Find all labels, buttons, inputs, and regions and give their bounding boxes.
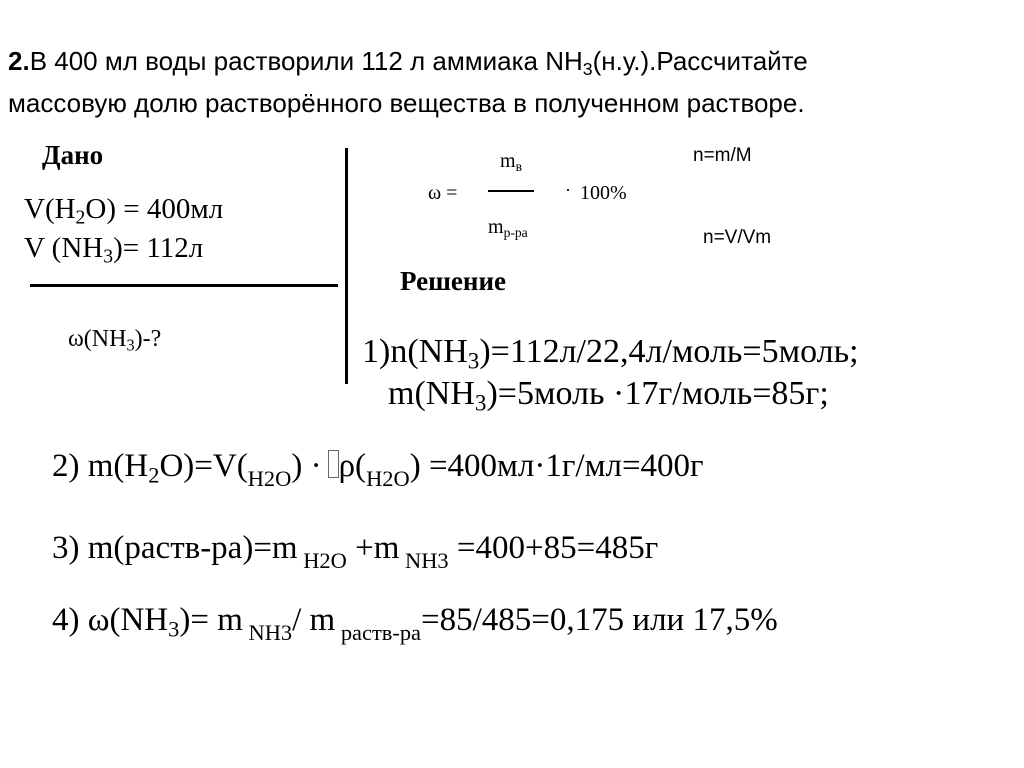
problem-line-1 — [8, 40, 808, 82]
step2-c: ) · — [291, 448, 322, 484]
problem-line-2: массовую долю растворённого вещества в полученном растворе. — [8, 88, 805, 118]
step-3-solution-mass — [52, 530, 659, 574]
step4-a: 4) ω(NH — [52, 602, 169, 638]
step3-b: +m — [346, 530, 400, 566]
step2-d: ρ( — [338, 448, 367, 484]
formula-denominator — [488, 216, 528, 239]
vertical-divider — [345, 148, 348, 384]
step-1-moles — [362, 333, 859, 375]
formula-hundred: 100% — [580, 182, 627, 204]
step3-sub2: NH3 — [399, 548, 449, 574]
formula-num-a: m — [500, 150, 516, 172]
step-4-mass-fraction — [52, 602, 778, 646]
formula-n-mass: n=m/M — [693, 145, 752, 166]
given-2-b: )= 112л — [113, 232, 204, 264]
step1a-a: 1)n(NH — [362, 333, 468, 370]
step1b-a: m(NH — [388, 375, 475, 412]
step4-sub1: 3 — [168, 616, 180, 642]
step4-c: / m — [292, 602, 336, 638]
given-2-a: V (NH — [24, 232, 104, 264]
formula-numerator — [500, 150, 522, 173]
problem-number: 2. — [8, 46, 30, 76]
given-1-b: O) = 400мл — [85, 193, 224, 225]
step4-d: =85/485=0,175 или 17,5% — [421, 602, 778, 638]
step2-b: O)=V( — [159, 448, 248, 484]
given-1-a: V(H — [24, 193, 76, 225]
formula-den-a: m — [488, 216, 504, 238]
problem-text-1b: (н.у.).Рассчитайте — [592, 46, 808, 76]
fraction-bar — [488, 190, 534, 192]
find-sub: 3 — [126, 335, 135, 355]
step3-sub1: H2O — [297, 548, 347, 574]
step4-sub2: NH3 — [242, 620, 293, 646]
step2-e: ) =400мл·1г/мл=400г — [409, 448, 704, 484]
given-divider — [30, 284, 338, 287]
step2-sub3: H2O — [366, 466, 410, 492]
formula-n-volume: n=V/Vm — [703, 227, 772, 248]
step2-a: 2) m(H — [52, 448, 149, 484]
problem-statement — [8, 40, 808, 124]
step-2-water-mass — [52, 448, 704, 492]
step2-sub1: 2 — [148, 462, 160, 488]
step-1-mass — [388, 375, 829, 417]
missing-glyph-box — [328, 450, 339, 478]
formula-den-sub: р-ра — [503, 224, 528, 240]
step1a-b: )=112л/22,4л/моль=5моль; — [479, 333, 859, 370]
given-volume-ammonia — [24, 232, 204, 268]
find-omega — [68, 326, 161, 353]
problem-text-1: В 400 мл воды растворили 112 л аммиака NH — [29, 46, 583, 76]
find-b: )-? — [134, 326, 162, 352]
given-2-sub: 3 — [103, 245, 114, 268]
step4-b: )= m — [179, 602, 243, 638]
step1b-sub: 3 — [474, 390, 487, 417]
step1a-sub: 3 — [467, 348, 480, 375]
given-volume-water — [24, 193, 224, 229]
given-1-sub: 2 — [75, 206, 86, 229]
problem-sub: 3 — [582, 58, 593, 79]
formula-dot: · — [565, 180, 571, 200]
step4-sub3: раств-ра — [335, 620, 422, 646]
step3-c: =400+85=485г — [448, 530, 659, 566]
formula-num-sub: в — [515, 158, 522, 174]
solution-title: Решение — [400, 266, 506, 296]
find-a: ω(NH — [68, 326, 127, 352]
step3-a: 3) m(раств-ра)=m — [52, 530, 298, 566]
given-title: Дано — [42, 140, 104, 170]
formula-omega: ω = — [428, 182, 458, 204]
step2-sub2: H2O — [247, 466, 292, 492]
step1b-b: )=5моль ·17г/моль=85г; — [486, 375, 829, 412]
